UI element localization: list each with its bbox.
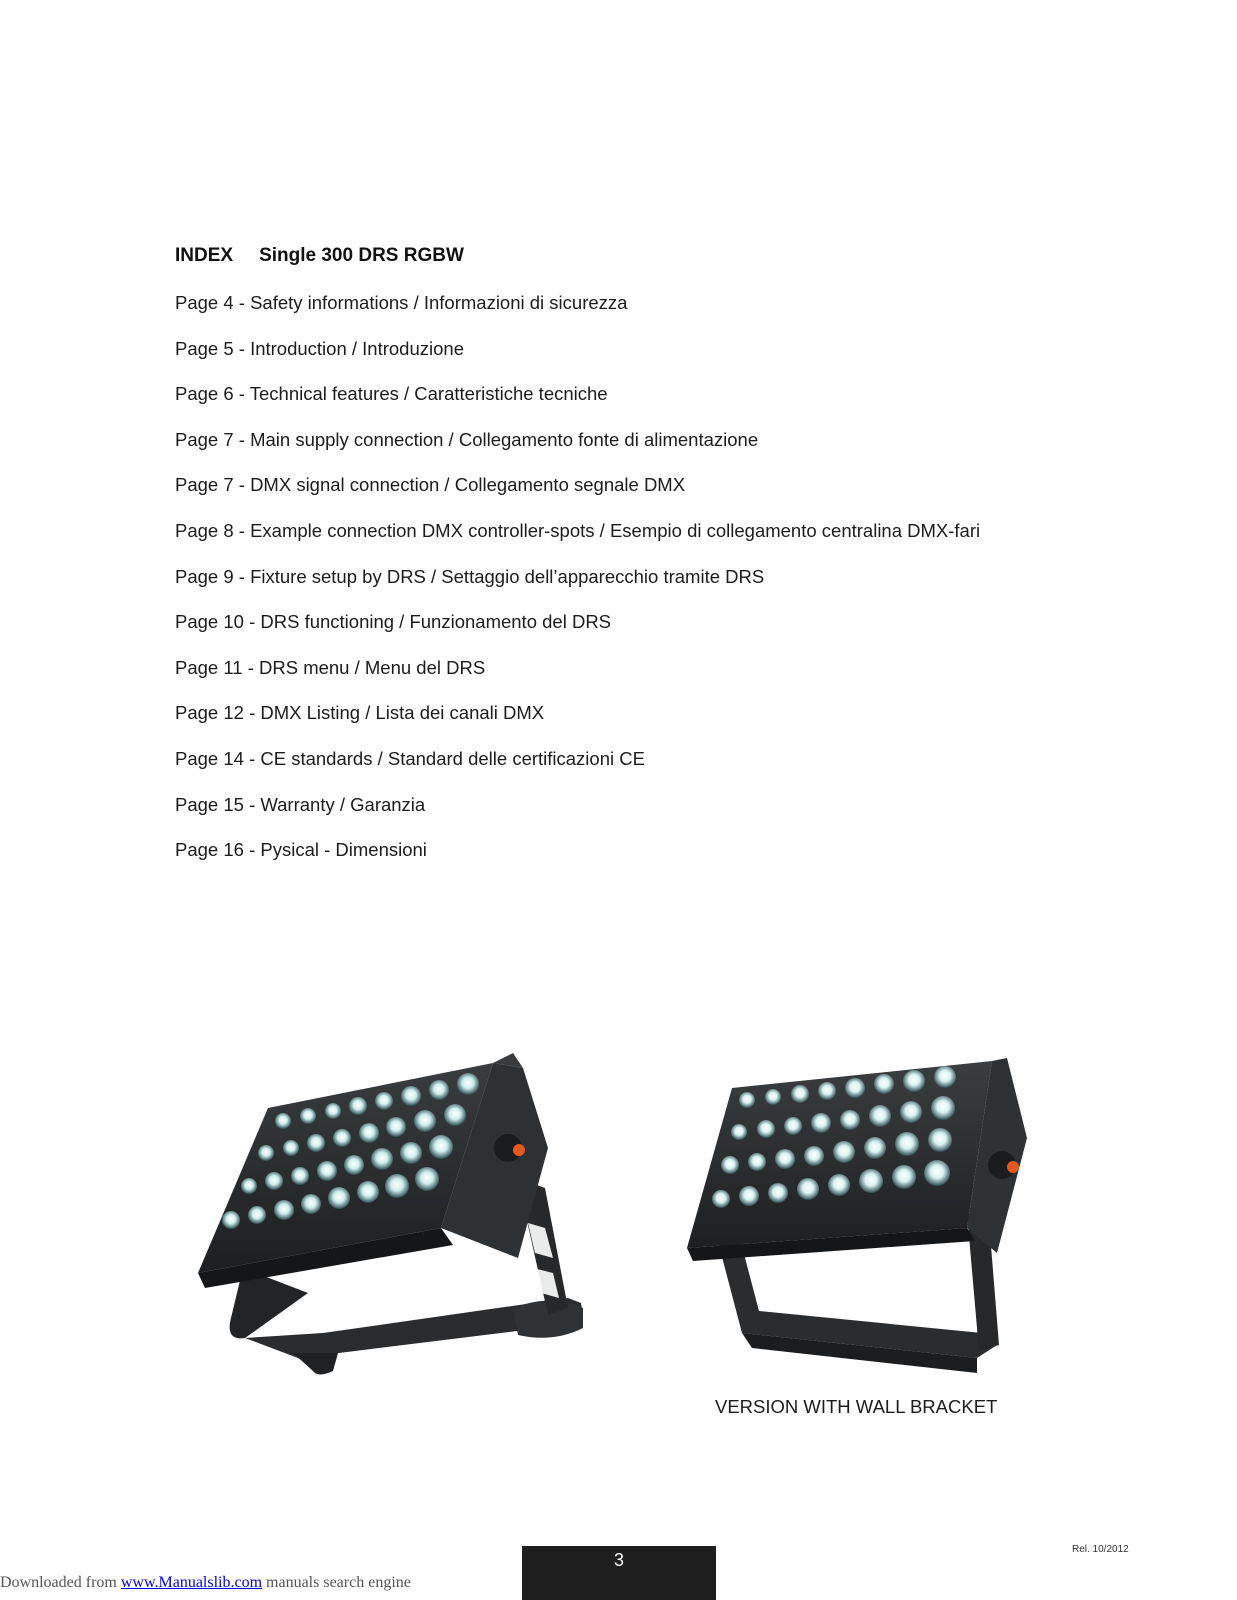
floodlight-wall-image [677,1053,1062,1378]
floodlight-floor-bracket-icon [173,1053,621,1405]
index-label: INDEX [175,245,234,266]
index-entry: Page 16 - Pysical - Dimensioni [175,839,427,861]
product-name: Single 300 DRS RGBW [259,245,464,266]
index-list [175,291,980,884]
index-entry: Page 10 - DRS functioning / Funzionamento del DRS [175,611,612,633]
footer-prefix: Downloaded from [0,1574,121,1591]
index-entry: Page 7 - DMX signal connection / Collegamento segnale DMX [175,474,686,496]
index-entry: Page 15 - Warranty / Garanzia [175,793,426,815]
floodlight-floor-image [173,1053,621,1405]
page-number-box [522,1546,716,1600]
index-entry: Page 14 - CE standards / Standard delle certificazioni CE [175,747,645,769]
download-footer [0,1574,411,1592]
page-number: 3 [613,1550,624,1570]
index-entry: Page 12 - DMX Listing / Lista dei canali DMX [175,702,545,724]
index-entry: Page 9 - Fixture setup by DRS / Settaggio dell’apparecchio tramite DRS [175,565,765,587]
manualslib-link[interactable]: www.Manualslib.com [120,1574,263,1591]
index-entry: Page 11 - DRS menu / Menu del DRS [175,656,486,678]
index-heading [175,245,464,267]
index-entry: Page 8 - Example connection DMX controller-spots / Esempio di collegamento centralina DMX-fari [175,519,981,541]
index-entry: Page 7 - Main supply connection / Collegamento fonte di alimentazione [175,428,759,450]
index-entry: Page 5 - Introduction / Introduzione [175,337,464,359]
index-entry: Page 6 - Technical features / Caratteristiche tecniche [175,383,608,405]
floodlight-wall-bracket-icon [677,1053,1062,1378]
footer-suffix: manuals search engine [262,1574,411,1591]
release-label: Rel. 10/2012 [1072,1544,1129,1555]
index-entry: Page 4 - Safety informations / Informazioni di sicurezza [175,292,628,313]
wall-bracket-caption: VERSION WITH WALL BRACKET [715,1396,998,1417]
